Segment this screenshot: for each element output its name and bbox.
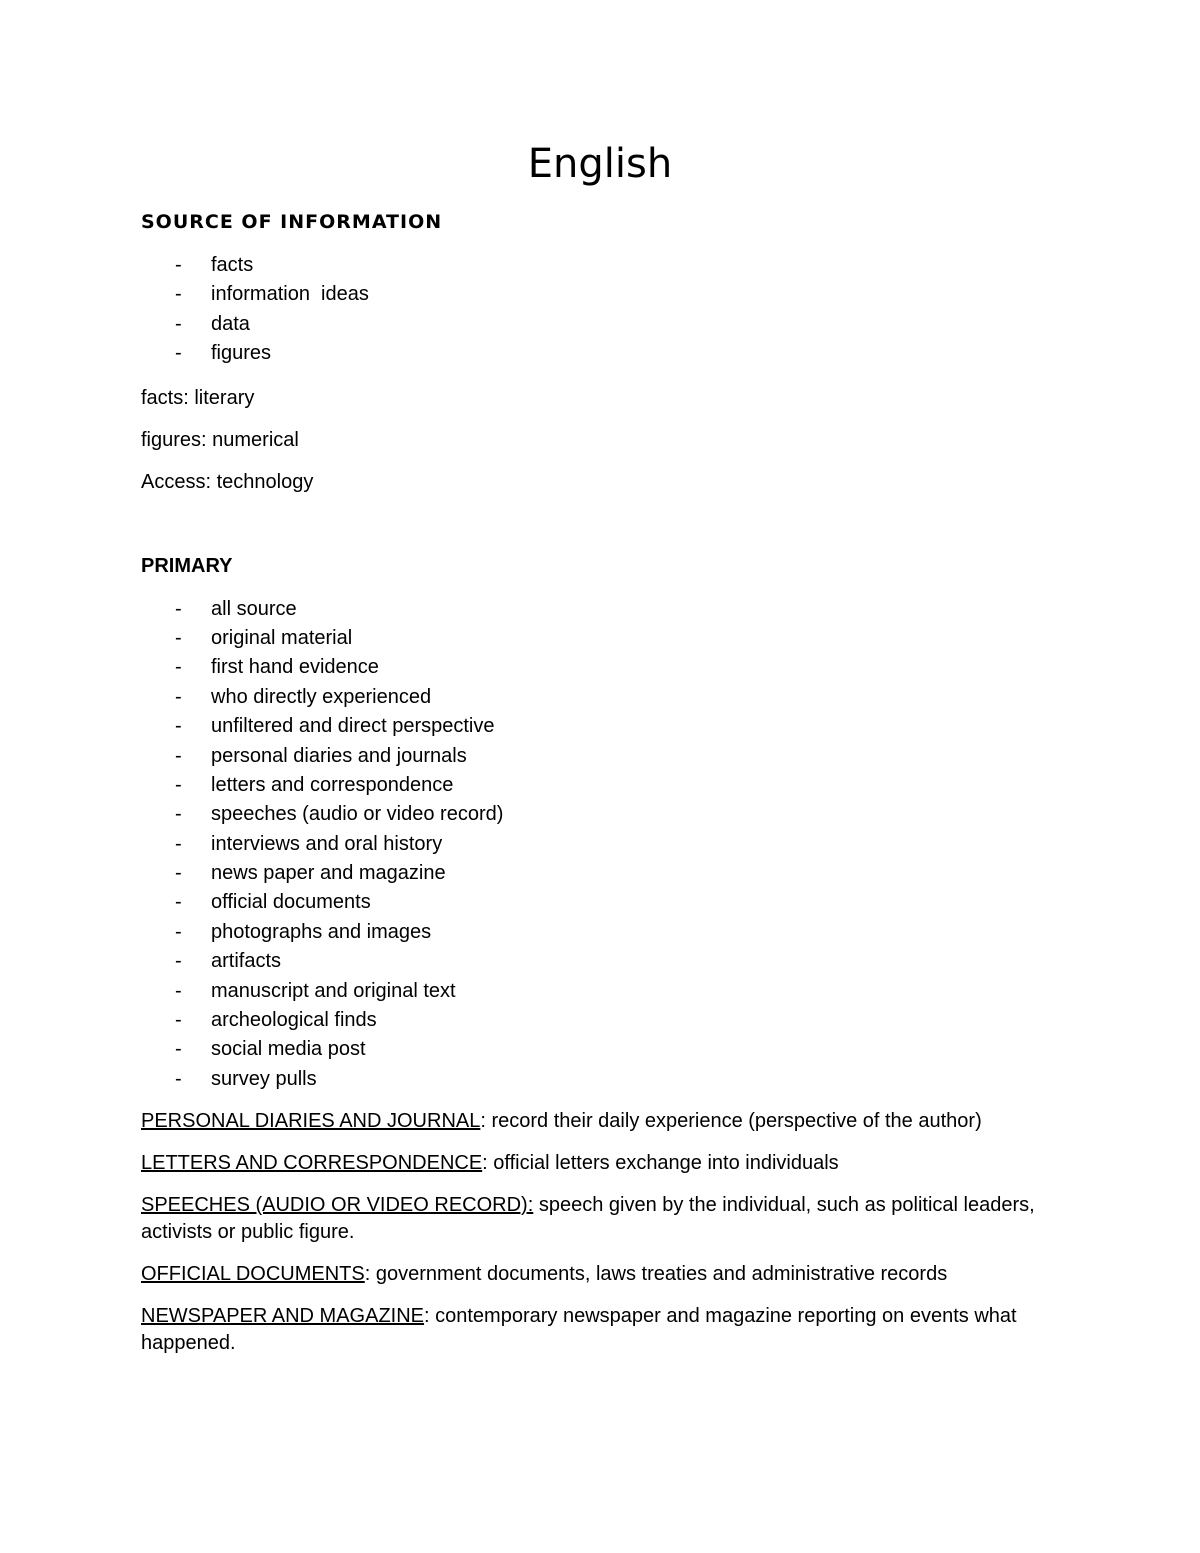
list-item: [141, 888, 1061, 917]
list-item: [141, 310, 1061, 339]
list-item-text: archeological finds: [211, 1009, 377, 1032]
list-item-text: facts: [211, 254, 254, 276]
list-item: [141, 830, 1061, 859]
section-heading-primary: PRIMARY: [141, 554, 233, 577]
dash-bullet: -: [175, 920, 182, 943]
list-item-text: data: [211, 312, 250, 335]
definition-text: : official letters exchange into individuals: [482, 1152, 839, 1175]
list-item: [141, 800, 1061, 829]
list-item: [141, 1035, 1061, 1064]
dash-bullet: -: [175, 715, 182, 738]
list-item-text: social media post: [211, 1038, 366, 1061]
list-item-text: artifacts: [211, 950, 282, 973]
list-item-text: news paper and magazine: [211, 862, 446, 885]
list-item: [141, 859, 1061, 888]
list-item-text: manuscript and original text: [211, 979, 456, 1002]
dash-bullet: -: [175, 950, 182, 973]
list-item: [141, 339, 1061, 368]
definition-term: LETTERS AND CORRESPONDENCE: [141, 1152, 483, 1175]
list-item: [141, 624, 1061, 653]
definition-newspaper: [141, 1303, 1061, 1357]
dash-bullet: -: [175, 891, 182, 914]
list-item: [141, 977, 1061, 1006]
dash-bullet: -: [175, 656, 182, 679]
list-item: [141, 683, 1061, 712]
dash-bullet: -: [175, 1067, 182, 1090]
list-item-text: interviews and oral history: [211, 832, 443, 855]
definition-term: SPEECHES (AUDIO OR VIDEO RECORD):: [141, 1194, 534, 1217]
dash-bullet: -: [175, 803, 182, 826]
definition-official-documents: [141, 1261, 1061, 1288]
list-item-text: official documents: [211, 891, 371, 914]
dash-bullet: -: [175, 254, 182, 276]
definition-text: : government documents, laws treaties and administrative records: [364, 1263, 948, 1286]
definition-speeches: [141, 1192, 1061, 1246]
list-item-text: survey pulls: [211, 1067, 317, 1090]
dash-bullet: -: [175, 1009, 182, 1032]
list-item-text: unfiltered and direct perspective: [211, 715, 495, 738]
list-item-text: original material: [211, 626, 353, 649]
note-figures: figures: numerical: [141, 428, 299, 451]
dash-bullet: -: [175, 979, 182, 1002]
definition-text: : contemporary newspaper and magazine reporting on events what happened.: [141, 1305, 1017, 1355]
list-item: [141, 947, 1061, 976]
definition-text: speech given by the individual, such as political leaders, activists or public figure.: [141, 1194, 1035, 1244]
definition-term: PERSONAL DIARIES AND JOURNAL: [141, 1110, 481, 1133]
definition-term: OFFICIAL DOCUMENTS: [141, 1263, 365, 1286]
page-title: English: [527, 141, 673, 187]
primary-list: [141, 595, 1061, 1095]
dash-bullet: -: [175, 626, 182, 649]
list-item: [141, 1006, 1061, 1035]
list-item-text: information ideas: [211, 283, 369, 306]
dash-bullet: -: [175, 342, 182, 365]
list-item: [141, 251, 1061, 280]
dash-bullet: -: [175, 283, 182, 306]
list-item-text: figures: [211, 342, 272, 365]
list-item-text: speeches (audio or video record): [211, 803, 504, 826]
definition-text: : record their daily experience (perspective of the author): [480, 1110, 982, 1133]
definition-letters: [141, 1150, 1061, 1177]
dash-bullet: -: [175, 312, 182, 335]
list-item: [141, 712, 1061, 741]
dash-bullet: -: [175, 862, 182, 885]
list-item-text: letters and correspondence: [211, 773, 454, 796]
dash-bullet: -: [175, 597, 182, 620]
definition-personal-diaries: [141, 1108, 1061, 1135]
list-item: [141, 1065, 1061, 1094]
dash-bullet: -: [175, 685, 182, 708]
list-item-text: all source: [211, 597, 297, 620]
definition-term: NEWSPAPER AND MAGAZINE: [141, 1305, 425, 1328]
dash-bullet: -: [175, 1038, 182, 1061]
list-item-text: first hand evidence: [211, 656, 379, 679]
list-item-text: photographs and images: [211, 920, 432, 943]
dash-bullet: -: [175, 832, 182, 855]
list-item: [141, 595, 1061, 624]
section-heading-source-of-information: SOURCE OF INFORMATION: [141, 211, 443, 233]
list-item-text: who directly experienced: [211, 685, 432, 708]
dash-bullet: -: [175, 773, 182, 796]
note-facts: facts: literary: [141, 386, 255, 409]
note-access: Access: technology: [141, 470, 314, 493]
document-body: [141, 207, 1061, 1357]
list-item-text: personal diaries and journals: [211, 744, 467, 767]
list-item: [141, 742, 1061, 771]
dash-bullet: -: [175, 744, 182, 767]
list-item: [141, 771, 1061, 800]
source-list: [141, 251, 1061, 369]
list-item: [141, 918, 1061, 947]
list-item: [141, 653, 1061, 682]
list-item: [141, 280, 1061, 309]
